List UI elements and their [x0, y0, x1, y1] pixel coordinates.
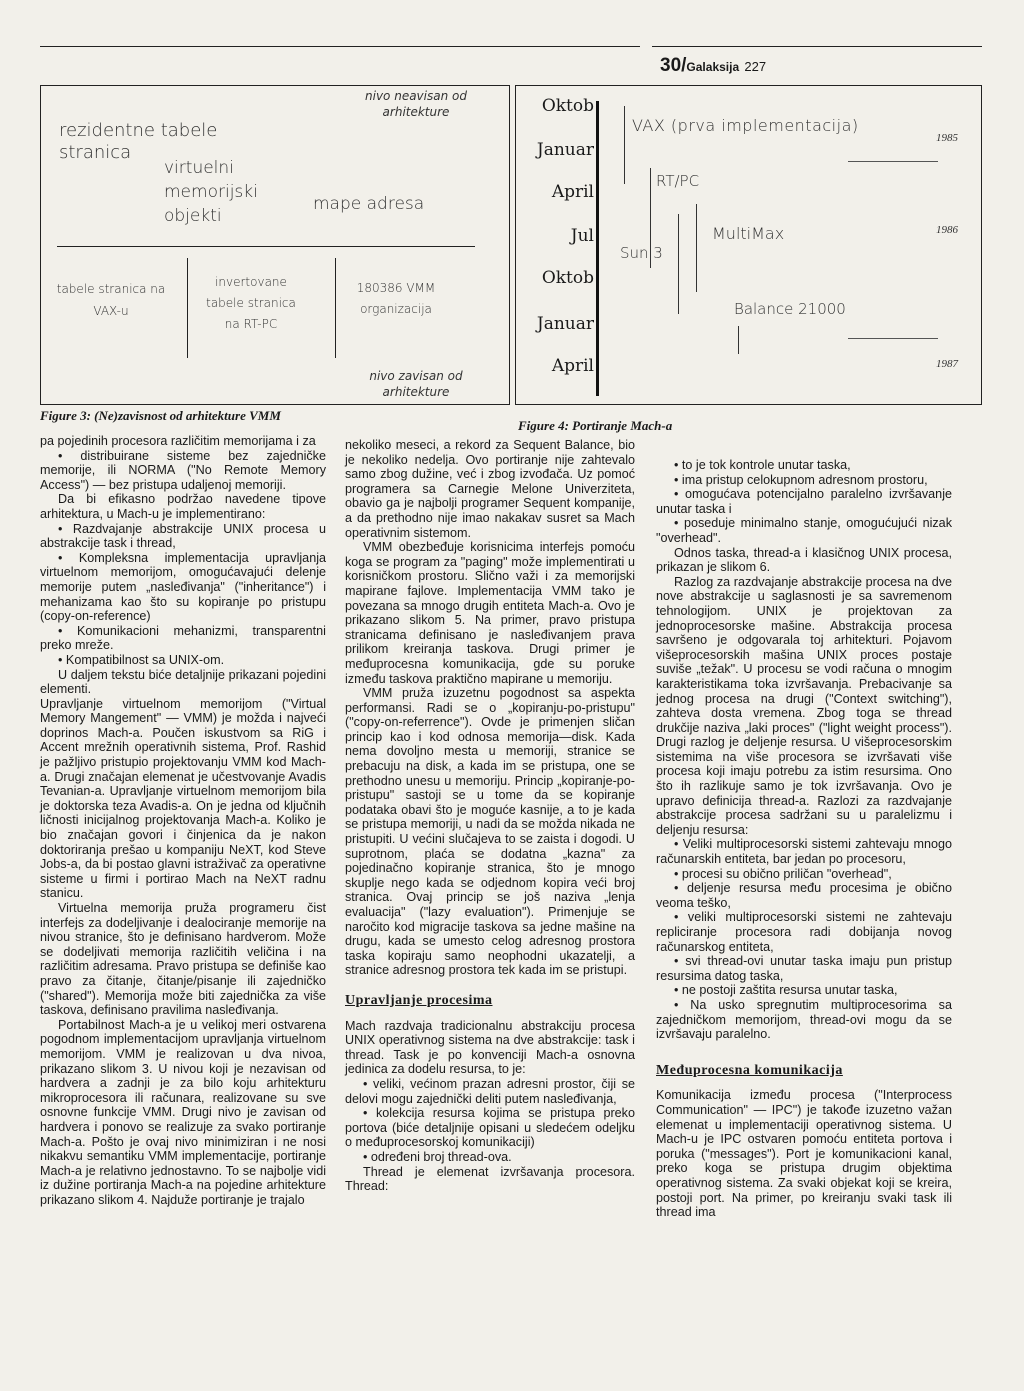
paragraph: Thread je elemenat izvršavanja procesora. Thread:	[345, 1164, 635, 1194]
vax-label: VAX (prva implementacija)	[632, 116, 859, 135]
header-rule-right	[652, 46, 982, 47]
balance-label: Balance 21000	[734, 300, 846, 318]
figure-4-caption: Figure 4: Portiranje Mach-a	[518, 418, 673, 433]
inverted-tables-label: invertovane tabele stranica na RT-PC	[206, 275, 296, 331]
virtual-memory-objects-label: virtuelni memorijski objekti	[164, 158, 258, 226]
year-1985: 1985	[936, 132, 958, 144]
bullet-item: • omogućava potencijalno paralelno izvršavanje unutar taska i	[656, 487, 952, 516]
vax-arrow	[624, 106, 625, 184]
bullet-item: • Razdvajanje abstrakcije UNIX procesa u abstrakcije task i thread,	[40, 522, 326, 551]
column-1	[40, 434, 326, 1207]
paragraph: Komunikacija između procesa ("Interprocess Communication" — IPC") je takođe izuzetno važan elemenat u implementaciji operativnog sistema. U Mach-u je IPC ostvaren pomoću entiteta portova i poruka ("messages"). Port je komunikacioni kanal, preko koga se pristupa drugim objektima operativnog sistema. Za svaki objekat koji se kreira, postoji port. Na primer, po kreiranju svaki task ili thread ima	[656, 1088, 952, 1220]
month-label: April	[551, 356, 594, 376]
year-rule-1987	[848, 338, 938, 339]
page-header	[660, 55, 766, 77]
paragraph: Mach razdvaja tradicionalnu abstrakciju procesa UNIX operativnog sistema na dve abstrakcije: task i thread. Task je po konvenciji Mach-a osnovna jedinica za dodelu resursa, to je:	[345, 1018, 635, 1077]
bullet-item: • Na usko spregnutim multiprocesorima sa zajedničkom memorijom, thread-ovi mogu da se izvršavaju paralelno.	[656, 998, 952, 1042]
rtpc-label: RT/PC	[656, 172, 700, 190]
bullet-item: • kolekcija resursa kojima se pristupa preko portova (biće detaljnije opisani u sledećem odeljku o međuprocesorskoj komunikaciji)	[345, 1106, 635, 1150]
bullet-item: • deljenje resursa među procesima je obično veoma teško,	[656, 881, 952, 910]
figure-3-caption: Figure 3: (Ne)zavisnost od arhitekture VMM	[40, 408, 281, 423]
vax-tables-label: tabele stranica na VAX-u	[56, 282, 166, 318]
paragraph: pa pojedinih procesora različitim memorijama i za	[40, 434, 316, 448]
magazine-name: Galaksija	[686, 60, 740, 74]
month-label: Oktob	[541, 268, 594, 288]
paragraph: Portabilnost Mach-a je u velikoj meri ostvarena pogodnom implementacijom upravljanja virtuelnom memorijom. VMM je realizovan u dva nivoa, prikazano slikom 3. U nivou koji je nezavisan od hardvera a zadnji je za bilo koju arhitekturu mikroprocesora ili računara, realizovane su sve osnovne funkcije VMM. Drugi nivo je zavisan od hardvera i ponovo se realizuje za svako portiranje Mach-a. Pošto je ovaj nivo minimiziran i ne nosi nikakvu semantiku VMM implementacije, portiranje Mach-a je relativno jednostavno. To se najbolje vidi iz dužine portiranja Mach-a na pojedine arhitekture prikazano slikom 4. Najduže portiranje je trajalo	[40, 1017, 326, 1207]
vmm-org-label: 180386 VMM organizacija	[356, 281, 436, 316]
page-number: 227	[744, 59, 767, 74]
month-label: April	[551, 182, 594, 202]
year-rule-1985	[848, 161, 938, 162]
figure-3	[40, 85, 510, 405]
bullet-item: • to je tok kontrole unutar taska,	[656, 458, 952, 473]
bullet-item: • Veliki multiprocesorski sistemi zahtevaju mnogo računarskih entiteta, bar jedan po procesoru,	[656, 837, 952, 866]
paragraph: Da bi efikasno podržao navedene tipove arhitektura, u Mach-u je implementirano:	[40, 492, 326, 521]
sun-label: Sun 3	[620, 244, 663, 262]
multimax-arrow	[696, 204, 697, 292]
timeline-bar	[596, 101, 599, 396]
bullet-item: • veliki, većinom prazan adresni prostor, čiji se delovi mogu zajednički deliti putem nasleđivanja,	[345, 1077, 635, 1106]
sun-arrow	[678, 214, 679, 314]
multimax-label: MultiMax	[712, 224, 785, 243]
bullet-item: • poseduje minimalno stanje, omogućujući nizak "overhead".	[656, 516, 952, 545]
balance-arrow	[738, 326, 739, 354]
column-3	[656, 458, 952, 1220]
month-label: Januar	[536, 140, 594, 160]
bullet-item: • Komunikacioni mehanizmi, transparentni preko mreže.	[40, 624, 326, 653]
level-divider	[57, 246, 475, 247]
bullet-item: • određeni broj thread-ova.	[345, 1150, 635, 1165]
bullet-item: • svi thread-ovi unutar taska imaju pun pristup resursima datog taska,	[656, 954, 952, 983]
bullet-item: • ima pristup celokupnom adresnom prostoru,	[656, 473, 952, 488]
header-rule	[40, 46, 640, 47]
paragraph: Virtuelna memorija pruža programeru čist interfejs za dodeljivanje i dealociranje memorije na nivou stranice, što je definisano hardverom. Može se dodeljivati memorija različitih veličina i na različitim adresama. Pravo pristupa se definiše kao pravo za čitanje, čitanje/pisanje ili zajedničko ("shared"). Memorija može biti zajednička za više taskova, definisano pravilima nasleđivanja.	[40, 901, 326, 1018]
month-label: Jul	[570, 226, 594, 246]
figure-4	[515, 85, 982, 405]
month-label: Januar	[536, 314, 594, 334]
paragraph: Razlog za razdvajanje abstrakcije procesa na dve nove abstrakcije u saglasnosti je sa savremenom tehnologijom. UNIX je projektovan za jednoprocesorske mašine. Abstrakcija procesa savršeno je odgovarala toj arhitekturi. Pojavom višeprocesorskih mašina UNIX proces postaje suviše „težak". U procesu se vodi računa o mnogim karakteristikama toka izvršavanja. Prebacivanje sa jednog procesa na drugi ("Context switching"), zahteva dosta vremena. Zbog toga se thread drukčije naziva „laki proces" ("light weight process"). Drugi razlog je deljenje resursa. U višeprocesorskim sistemima na više procesora se izvršavati više procesa koji imaju potrebu za istim resursima. Ono što ih razlikuje samo je tok izvršavanja. Ovo je upravo definicija thread-a. Razlozi za razdvajanje abstrakcije procesa sadržani su u paralelizmu i deljenju resursa:	[656, 574, 952, 837]
column-divider-2	[335, 258, 336, 358]
paragraph: Odnos taska, thread-a i klasičnog UNIX procesa, prikazan je slikom 6.	[656, 545, 952, 575]
paragraph: U daljem tekstu biće detaljnije prikazani pojedini elementi.	[40, 667, 326, 697]
year-1987: 1987	[936, 358, 958, 370]
paragraph: VMM pruža izuzetnu pogodnost sa aspekta performansi. Radi se o „kopiranju-po-pristupu" ("copy-on-referrence"). Ovde je primenjen sličan princip kao i kod odnosa memorija—disk. Kada nema dovoljno mesta u memoriji, stranice se prebacuju na disk, a kada im se pristupa, one se prethodno unesu u memoriju. Princip „kopiranje-po-pristupu" sastoji se u tome da se kopiranje podataka obavi što je moguće kasnije, a to je kada se pristupa memoriji, u nadi da se možda nikada ne pristupiti. U većini slučajeva to se zaista i dogodi. U suprotnom, plaća se dodatna „kazna" za pojedinačno kopiranje stranica, što je mnogo skuplje nego kada se odjednom kopira veći broj stranica. Ovaj princip se još naziva „lenja evaluacija" ("lazy evaluation"). Primenjuje se naročito kod migracije taskova sa jedne mašine na drugu, kada se umesto celog adresnog prostora taska kopiraju samo neophodni ukazatelji, a stranice adresnog prostora tek kada im se pristupi.	[345, 686, 635, 978]
column-divider-1	[187, 258, 188, 358]
arch-dependent-label: nivo zavisan od arhitekture	[369, 369, 463, 399]
paragraph: nekoliko meseci, a rekord za Sequent Balance, bio je nekoliko nedelja. Ovo portiranje nije zahtevalo samo zbog dužine, već i zbog izvođača. Uz pomoć programera sa Carnegie Melone Univerziteta, obavio ga je najbolji programer Sequent kompanije, a da prethodno nije imao nakakav susret sa Mach operativnim sistemom.	[345, 438, 635, 540]
month-label: Oktob	[541, 96, 594, 116]
bullet-item: • Kompatibilnost sa UNIX-om.	[40, 653, 326, 668]
bullet-item: • veliki multiprocesorski sistemi ne zahtevaju repliciranje procesora radi dobijanja novog računarskog entiteta,	[656, 910, 952, 954]
arch-independent-label: nivo neavisan od arhitekture	[365, 89, 467, 119]
month-column	[522, 96, 594, 392]
paragraph: Upravljanje virtuelnom memorijom ("Virtual Memory Mangement" — VMM) je možda i najveći doprinos Mach-a. Poučen iskustvom sa RiG i Accent mrežnih operativnih sistema, Prof. Rashid je pažljivo pristupio projektovanju VMM kod Mach-a. Drugi značajan elemenat je učestvovanje Avadis Tevanian-a. Upravljanje virtuelnom memorijom bila je doktorska teza Avadis-a. On je jedna od ključnih ličnosti inicijalnog projektovanja Mach-a. Koliko je bio značajan govori i činjenica da je nakon doktoriranja prešao u kompaniju NeXT, kod Steve Jobs-a, da bi postao glavni istraživač za operativne sisteme u firmi i portirao Mach na NeXT radnu stanicu.	[40, 696, 326, 901]
year-1986: 1986	[936, 224, 958, 236]
bullet-item: • Kompleksna implementacija upravljanja virtuelnom memorijom, omogućavajući delenje memorije putem „nasleđivanja" ("inheritance") i mehanizama kao što su kopiranje po pristupu (copy-on-reference)	[40, 551, 326, 624]
section-heading: Upravljanje procesima	[345, 992, 493, 1008]
bullet-item: • distribuirane sisteme bez zajedničke memorije, ili NORMA ("No Remote Memory Access") — bez pristupa udaljenoj memoriji.	[40, 449, 326, 493]
paragraph: VMM obezbeđuje korisnicima interfejs pomoću koga se program za "paging" može implementirati u korisničkom prostoru. Slično važi i za memorijski mapirane fajlove. Implementacija VMM tako je povezana sa mnogo drugih entiteta Mach-a. Ovo je prikazano slikom 5. Na primer, pravo pristupa stranicama definisano je nasleđivanjem prava prilikom kreiranja taskova. Drugi primer je međuprocesna komunikacija, gde su poruke između taskova praktično mapirane u memoriju.	[345, 540, 635, 686]
pages-label: stranica	[59, 142, 132, 163]
column-2	[345, 438, 635, 1194]
resident-tables-label: rezidentne tabele	[59, 120, 218, 141]
bullet-item: • ne postoji zaštita resursa unutar taska,	[656, 983, 952, 998]
section-heading: Međuprocesna komunikacija	[656, 1062, 843, 1078]
bullet-item: • procesi su obično priličan "overhead",	[656, 867, 952, 882]
address-maps-label: mape adresa	[313, 194, 425, 214]
issue-number: 30/	[660, 55, 687, 76]
